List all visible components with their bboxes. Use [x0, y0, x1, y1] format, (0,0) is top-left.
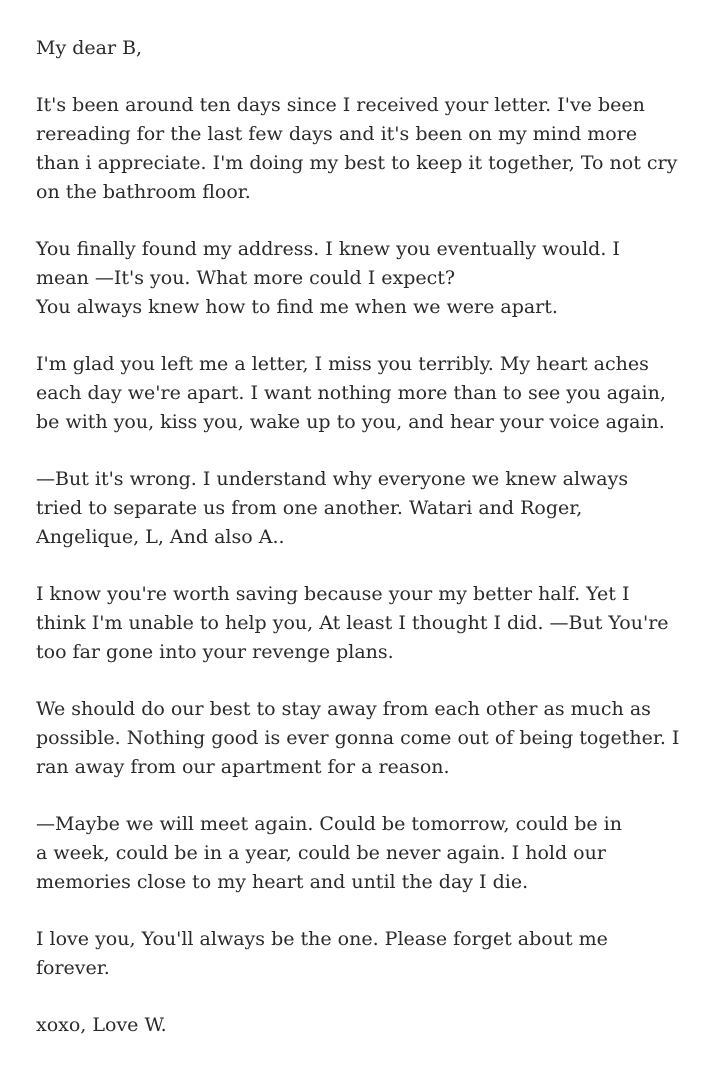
paragraph-5	[36, 580, 676, 667]
text-line: memories close to my heart and until the day I die.	[36, 871, 529, 893]
paragraph-2	[36, 235, 676, 322]
text-line: on the bathroom floor.	[36, 181, 251, 203]
greeting-line: My dear B,	[36, 37, 143, 59]
letter-body	[36, 34, 680, 1068]
paragraph-6	[36, 695, 680, 782]
paragraph-3	[36, 350, 676, 437]
signature	[36, 1011, 676, 1040]
text-line: tried to separate us from one another. Watari and Roger,	[36, 497, 583, 519]
text-line: I know you're worth saving because your my better half. Yet I	[36, 583, 630, 605]
text-line: It's been around ten days since I received your letter. I've been	[36, 94, 645, 116]
text-line: ran away from our apartment for a reason.	[36, 756, 450, 778]
text-line: possible. Nothing good is ever gonna come out of being together. I	[36, 727, 680, 749]
signature-line: xoxo, Love W.	[36, 1014, 167, 1036]
text-line: forever.	[36, 957, 110, 979]
text-line: —Maybe we will meet again. Could be tomorrow, could be in	[36, 813, 622, 835]
text-line: You always knew how to find me when we were apart.	[36, 296, 558, 318]
text-line: We should do our best to stay away from each other as much as	[36, 698, 651, 720]
greeting	[36, 34, 676, 63]
text-line: mean —It's you. What more could I expect?	[36, 267, 456, 289]
paragraph-1	[36, 91, 676, 207]
text-line: think I'm unable to help you, At least I thought I did. —But You're	[36, 612, 669, 634]
text-line: Angelique, L, And also A..	[36, 526, 285, 548]
text-line: than i appreciate. I'm doing my best to keep it together, To not cry	[36, 152, 678, 174]
text-line: —But it's wrong. I understand why everyone we knew always	[36, 468, 629, 490]
paragraph-4	[36, 465, 676, 552]
text-line: each day we're apart. I want nothing more than to see you again,	[36, 382, 666, 404]
text-line: be with you, kiss you, wake up to you, and hear your voice again.	[36, 411, 665, 433]
text-line: too far gone into your revenge plans.	[36, 641, 394, 663]
text-line: You finally found my address. I knew you eventually would. I	[36, 238, 620, 260]
text-line: a week, could be in a year, could be never again. I hold our	[36, 842, 606, 864]
text-line: rereading for the last few days and it's been on my mind more	[36, 123, 638, 145]
text-line: I'm glad you left me a letter, I miss you terribly. My heart aches	[36, 353, 649, 375]
paragraph-7	[36, 810, 676, 897]
paragraph-8	[36, 925, 676, 983]
text-line: I love you, You'll always be the one. Please forget about me	[36, 928, 608, 950]
